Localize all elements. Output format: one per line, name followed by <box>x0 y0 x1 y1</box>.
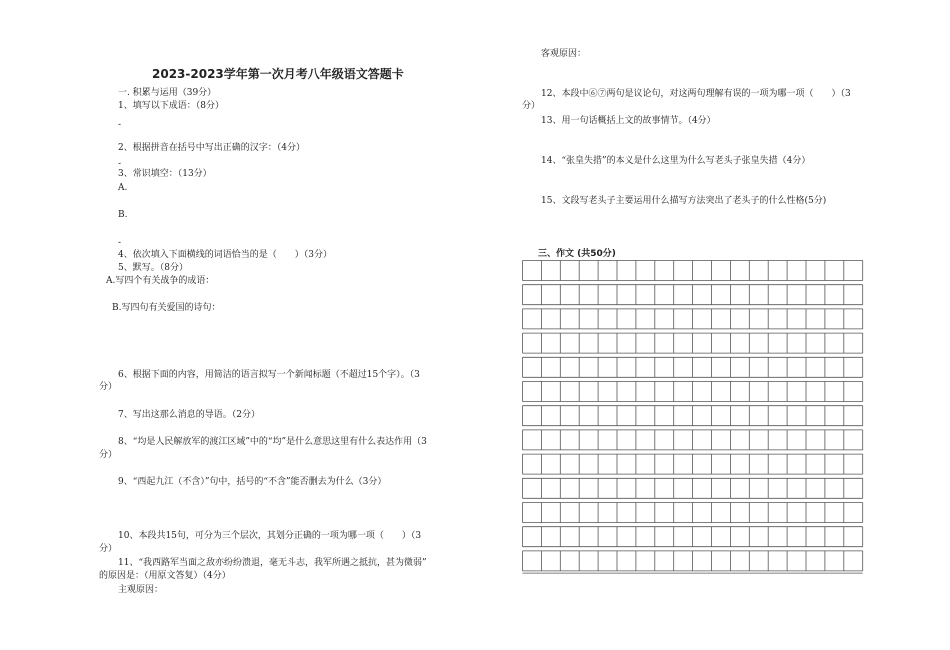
question-5-b: B.写四句有关爱国的诗句： <box>112 303 221 313</box>
question-11: 11、“我西路军当面之敌亦纷纷溃退，毫无斗志，我军所遇之抵抗，甚为微弱” <box>118 558 427 568</box>
essay-writing-grid[interactable] <box>522 260 886 580</box>
objective-reason: 客观原因： <box>541 49 587 59</box>
question-12: 12、本段中⑥⑦两句是议论句，对这两句理解有误的一项为哪一项（ ）（3 <box>541 89 851 99</box>
subjective-reason: 主观原因： <box>118 585 164 595</box>
question-10-cont: 分） <box>99 544 118 554</box>
question-3-b: B. <box>118 210 128 220</box>
question-14: 14、“张皇失措”的本义是什么这里为什么写老头子张皇失措（4分） <box>541 156 811 166</box>
question-13: 13、用一句话概括上文的故事情节。（4分） <box>541 116 716 126</box>
question-6: 6、根据下面的内容，用简洁的语言拟写一个新闻标题（不超过15个字）。（3 <box>118 370 420 380</box>
question-6-cont: 分） <box>99 382 118 392</box>
question-1: 1、填写以下成语：（8分） <box>118 101 224 111</box>
question-4: 4、依次填入下面横线的词语恰当的是（ ）（3分） <box>118 250 332 260</box>
question-8: 8、“均是人民解放军的渡江区域”中的“均”是什么意思这里有什么表达作用（3 <box>118 437 427 447</box>
essay-heading: 三、作文 (共50分) <box>538 249 616 259</box>
question-2: 2、根据拼音在括号中写出正确的汉字：（4分） <box>118 143 305 153</box>
question-9: 9、“西起九江（不含）”句中，括号的“不含”能否删去为什么（3分） <box>118 477 387 487</box>
answer-line-3: - <box>118 238 122 248</box>
question-11-cont: 的原因是：（用原文答复）（4分） <box>99 571 231 581</box>
question-15: 15、文段写老头子主要运用什么描写方法突出了老头子的什么性格(5分) <box>541 196 827 206</box>
page-title: 2023-2023学年第一次月考八年级语文答题卡 <box>152 67 404 81</box>
question-3: 3、常识填空：（13分） <box>118 169 212 179</box>
question-8-cont: 分） <box>99 450 118 460</box>
answer-line-1: - <box>118 120 122 130</box>
question-10: 10、本段共15句，可分为三个层次，其划分正确的一项为哪一项（ ）（3 <box>118 531 422 541</box>
question-3-a: A. <box>118 183 128 193</box>
question-5: 5、默写。（8分） <box>118 263 188 273</box>
section-one-heading: 一. 积累与运用（39分） <box>118 88 217 98</box>
question-5-a: A.写四个有关战争的成语： <box>106 276 215 286</box>
question-12-cont: 分） <box>522 101 541 111</box>
question-7: 7、写出这那么消息的导语。（2分） <box>118 410 260 420</box>
answer-line-2: - <box>118 159 122 169</box>
